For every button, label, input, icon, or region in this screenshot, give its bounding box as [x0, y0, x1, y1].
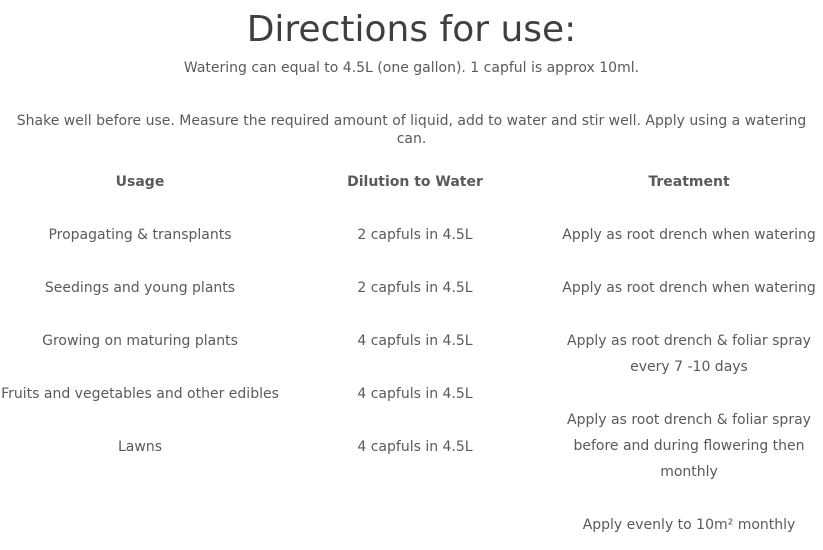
- treatment-line: Apply as root drench when watering: [562, 227, 816, 243]
- usage-column: [0, 0, 280, 550]
- usage-cell: Lawns: [118, 439, 162, 455]
- dilution-cell: 2 capfuls in 4.5L: [357, 280, 473, 296]
- usage-header: Usage: [115, 174, 165, 190]
- dilution-cell: 4 capfuls in 4.5L: [357, 439, 473, 455]
- usage-cell: Growing on maturing plants: [42, 333, 238, 349]
- dilution-cell: 4 capfuls in 4.5L: [357, 333, 473, 349]
- treatment-line: Apply as root drench & foliar spray: [567, 412, 811, 428]
- page-title: Directions for use:: [246, 9, 577, 50]
- treatment-line: every 7 -10 days: [630, 359, 748, 375]
- treatment-column: [555, 0, 823, 550]
- treatment-line: Apply as root drench & foliar spray: [567, 333, 811, 349]
- treatment-line: Apply as root drench when watering: [562, 280, 816, 296]
- treatment-line: monthly: [660, 464, 718, 480]
- dilution-cell: 4 capfuls in 4.5L: [357, 386, 473, 402]
- treatment-line: before and during flowering then: [573, 438, 805, 454]
- preparation-instructions: Shake well before use. Measure the required amount of liquid, add to water and stir well. Apply using a watering can.: [16, 113, 807, 147]
- usage-cell: Seedings and young plants: [44, 280, 236, 296]
- treatment-header: Treatment: [648, 174, 730, 190]
- treatment-line: Apply evenly to 10m² monthly: [582, 517, 796, 533]
- usage-cell: Fruits and vegetables and other edibles: [1, 386, 279, 402]
- watering-can-note: Watering can equal to 4.5L (one gallon). 1 capful is approx 10ml.: [183, 60, 640, 76]
- usage-cell: Propagating & transplants: [48, 227, 232, 243]
- dilution-column: [305, 0, 525, 550]
- dilution-header: Dilution to Water: [347, 174, 483, 190]
- dilution-cell: 2 capfuls in 4.5L: [357, 227, 473, 243]
